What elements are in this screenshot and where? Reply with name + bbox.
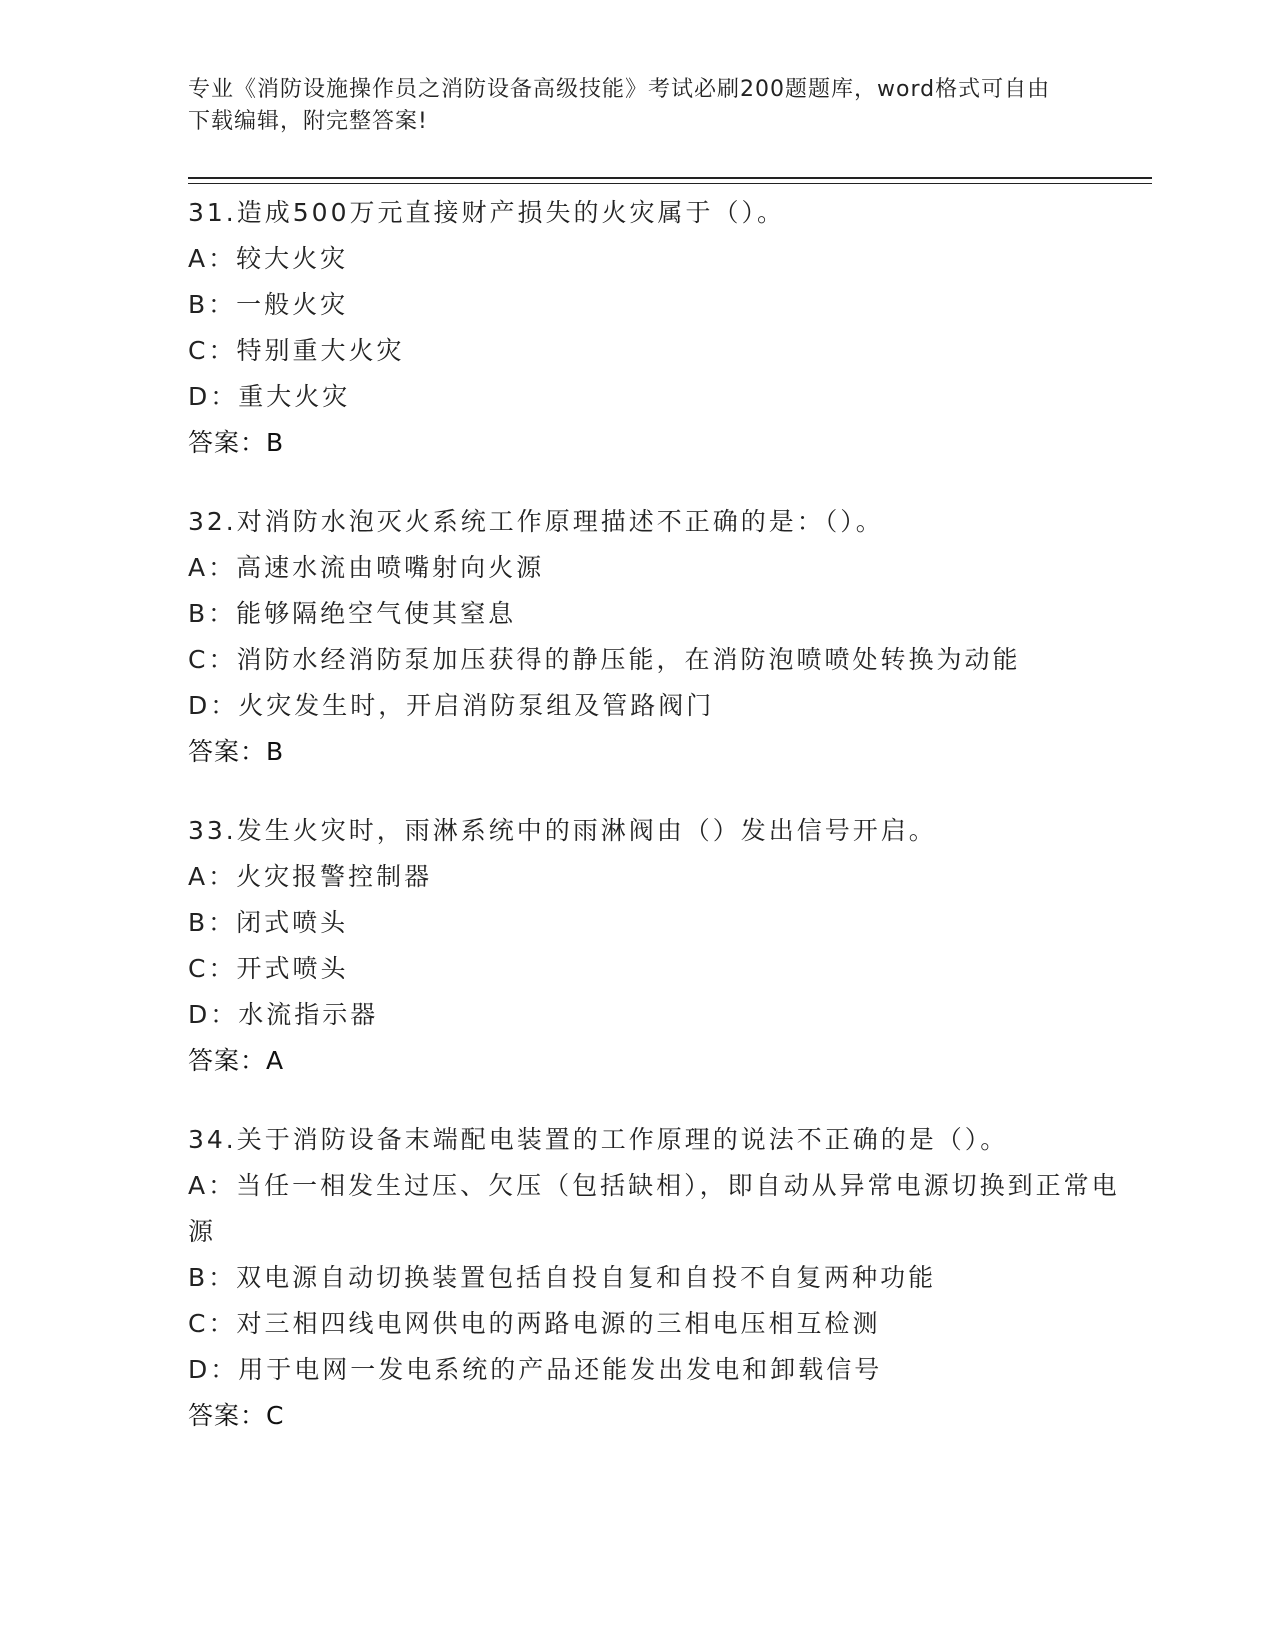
option-letter: B： bbox=[188, 908, 237, 937]
option-a bbox=[188, 854, 1128, 900]
option-c bbox=[188, 328, 1128, 374]
option-letter: A： bbox=[188, 862, 237, 891]
option-text: 火灾发生时，开启消防泵组及管路阀门 bbox=[238, 691, 715, 720]
option-c bbox=[188, 946, 1128, 992]
header-rule-thick bbox=[188, 177, 1152, 179]
option-letter: C： bbox=[188, 645, 237, 674]
option-letter: C： bbox=[188, 336, 237, 365]
option-a bbox=[188, 1163, 1128, 1255]
answer bbox=[188, 1038, 1128, 1084]
answer-label: 答案： bbox=[188, 737, 267, 766]
option-text: 双电源自动切换装置包括自投自复和自投不自复两种功能 bbox=[236, 1263, 937, 1292]
option-c bbox=[188, 1301, 1128, 1347]
answer bbox=[188, 420, 1128, 466]
option-b bbox=[188, 1255, 1128, 1301]
option-letter: C： bbox=[188, 954, 237, 983]
option-text: 当任一相发生过压、欠压（包括缺相），即自动从异常电源切换到正常电源 bbox=[188, 1171, 1120, 1246]
question-34 bbox=[188, 1117, 1128, 1439]
option-text: 消防水经消防泵加压获得的静压能，在消防泡喷喷处转换为动能 bbox=[236, 645, 1021, 674]
option-letter: A： bbox=[188, 553, 237, 582]
option-letter: D： bbox=[188, 1355, 239, 1384]
option-letter: D： bbox=[188, 1000, 239, 1029]
question-stem: 32.对消防水泡灭火系统工作原理描述不正确的是：（）。 bbox=[188, 507, 884, 536]
option-text: 开式喷头 bbox=[236, 954, 349, 983]
option-text: 高速水流由喷嘴射向火源 bbox=[236, 553, 545, 582]
answer-value: A bbox=[266, 1046, 285, 1075]
answer-value: B bbox=[266, 428, 285, 457]
answer-label: 答案： bbox=[188, 428, 267, 457]
question-stem: 34.关于消防设备末端配电装置的工作原理的说法不正确的是（）。 bbox=[188, 1125, 1009, 1154]
option-text: 水流指示器 bbox=[238, 1000, 379, 1029]
question-list bbox=[188, 190, 1128, 1472]
option-a bbox=[188, 545, 1128, 591]
option-text: 闭式喷头 bbox=[236, 908, 349, 937]
answer-label: 答案： bbox=[188, 1046, 267, 1075]
option-text: 火灾报警控制器 bbox=[236, 862, 433, 891]
question-32 bbox=[188, 499, 1128, 775]
option-b bbox=[188, 591, 1128, 637]
option-letter: D： bbox=[188, 382, 239, 411]
option-letter: B： bbox=[188, 290, 237, 319]
option-text: 特别重大火灾 bbox=[236, 336, 405, 365]
option-b bbox=[188, 900, 1128, 946]
question-stem: 31.造成500万元直接财产损失的火灾属于（）。 bbox=[188, 198, 785, 227]
document-intro: 专业《消防设施操作员之消防设备高级技能》考试必刷200题题库，word格式可自由下载编辑，附完整答案! bbox=[188, 77, 1051, 134]
option-letter: A： bbox=[188, 1171, 237, 1200]
option-letter: B： bbox=[188, 1263, 237, 1292]
option-letter: C： bbox=[188, 1309, 237, 1338]
option-letter: D： bbox=[188, 691, 239, 720]
option-text: 用于电网一发电系统的产品还能发出发电和卸载信号 bbox=[238, 1355, 883, 1384]
question-stem: 33.发生火灾时，雨淋系统中的雨淋阀由（）发出信号开启。 bbox=[188, 816, 937, 845]
option-text: 对三相四线电网供电的两路电源的三相电压相互检测 bbox=[236, 1309, 881, 1338]
answer bbox=[188, 1393, 1128, 1439]
option-d bbox=[188, 683, 1128, 729]
option-d bbox=[188, 992, 1128, 1038]
option-a bbox=[188, 236, 1128, 282]
question-31 bbox=[188, 190, 1128, 466]
option-letter: B： bbox=[188, 599, 237, 628]
option-d bbox=[188, 374, 1128, 420]
option-b bbox=[188, 282, 1128, 328]
option-c bbox=[188, 637, 1128, 683]
option-text: 较大火灾 bbox=[236, 244, 349, 273]
header-rule-thin bbox=[188, 183, 1152, 184]
option-d bbox=[188, 1347, 1128, 1393]
option-text: 重大火灾 bbox=[238, 382, 351, 411]
option-text: 一般火灾 bbox=[236, 290, 349, 319]
question-33 bbox=[188, 808, 1128, 1084]
answer-label: 答案： bbox=[188, 1401, 267, 1430]
option-text: 能够隔绝空气使其窒息 bbox=[236, 599, 517, 628]
answer-value: C bbox=[266, 1401, 285, 1430]
answer-value: B bbox=[266, 737, 285, 766]
option-letter: A： bbox=[188, 244, 237, 273]
answer bbox=[188, 729, 1128, 775]
